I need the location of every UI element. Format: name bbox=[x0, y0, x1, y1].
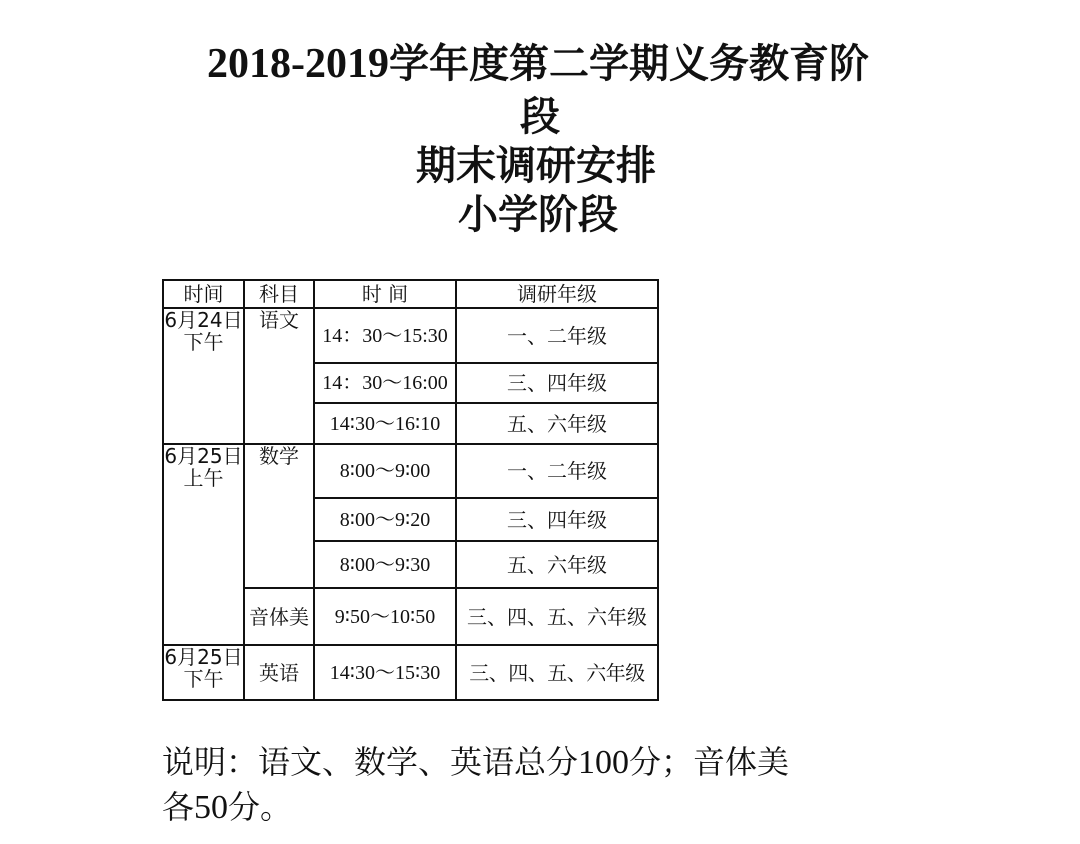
date-cell bbox=[163, 645, 244, 700]
time-cell: 14：30～16:00 bbox=[314, 363, 456, 403]
table-row bbox=[163, 645, 658, 700]
grades-cell: 一、二年级 bbox=[456, 444, 658, 498]
grades-cell: 五、六年级 bbox=[456, 541, 658, 588]
header-time: 时 间 bbox=[314, 280, 456, 308]
grades-cell: 三、四、五、六年级 bbox=[456, 588, 658, 645]
time-cell: 8∶00～9∶20 bbox=[314, 498, 456, 541]
document-title-line-1 bbox=[0, 40, 1078, 88]
header-grades: 调研年级 bbox=[456, 280, 658, 308]
grades-cell: 五、六年级 bbox=[456, 403, 658, 444]
period-label: 下午 bbox=[183, 667, 224, 691]
time-cell: 14∶30～15∶30 bbox=[314, 645, 456, 700]
header-subject: 科目 bbox=[244, 280, 314, 308]
table-row bbox=[163, 308, 658, 363]
header-date: 时间 bbox=[163, 280, 244, 308]
explanation-note bbox=[162, 740, 942, 830]
period-label: 上午 bbox=[183, 466, 224, 490]
time-cell: 8∶00～9∶00 bbox=[314, 444, 456, 498]
table-row bbox=[163, 444, 658, 498]
date-cell bbox=[163, 444, 244, 645]
note-text: 分；音体美 bbox=[629, 743, 790, 781]
subject-cell: 音体美 bbox=[244, 588, 314, 645]
note-text: 分。 bbox=[228, 788, 293, 826]
grades-cell: 一、二年级 bbox=[456, 308, 658, 363]
subject-cell: 语文 bbox=[244, 308, 314, 444]
time-cell: 8∶00～9∶30 bbox=[314, 541, 456, 588]
document-title-line-2: 段 bbox=[520, 94, 560, 140]
time-cell: 14∶30～16∶10 bbox=[314, 403, 456, 444]
date-label: 6月25日 bbox=[164, 444, 243, 468]
table-header-row bbox=[163, 280, 658, 308]
title-text: 学年度第二学期义务教育阶 bbox=[389, 41, 869, 87]
time-cell: 9∶50～10∶50 bbox=[314, 588, 456, 645]
document-section-title: 小学阶段 bbox=[458, 192, 618, 238]
note-number: 50 bbox=[194, 789, 229, 826]
grades-cell: 三、四年级 bbox=[456, 363, 658, 403]
date-label: 6月25日 bbox=[164, 645, 243, 669]
time-cell: 14：30～15:30 bbox=[314, 308, 456, 363]
document-subtitle: 期末调研安排 bbox=[416, 143, 656, 189]
date-cell bbox=[163, 308, 244, 444]
note-number: 100 bbox=[578, 744, 630, 781]
grades-cell: 三、四、五、六年级 bbox=[456, 645, 658, 700]
subject-cell: 英语 bbox=[244, 645, 314, 700]
period-label: 下午 bbox=[183, 330, 224, 354]
date-label: 6月24日 bbox=[164, 308, 243, 332]
note-text: 说明：语文、数学、英语总分 bbox=[162, 743, 579, 781]
exam-schedule-table bbox=[162, 279, 659, 701]
grades-cell: 三、四年级 bbox=[456, 498, 658, 541]
title-year: 2018-2019 bbox=[207, 41, 389, 87]
subject-cell: 数学 bbox=[244, 444, 314, 588]
note-text: 各 bbox=[162, 788, 195, 826]
